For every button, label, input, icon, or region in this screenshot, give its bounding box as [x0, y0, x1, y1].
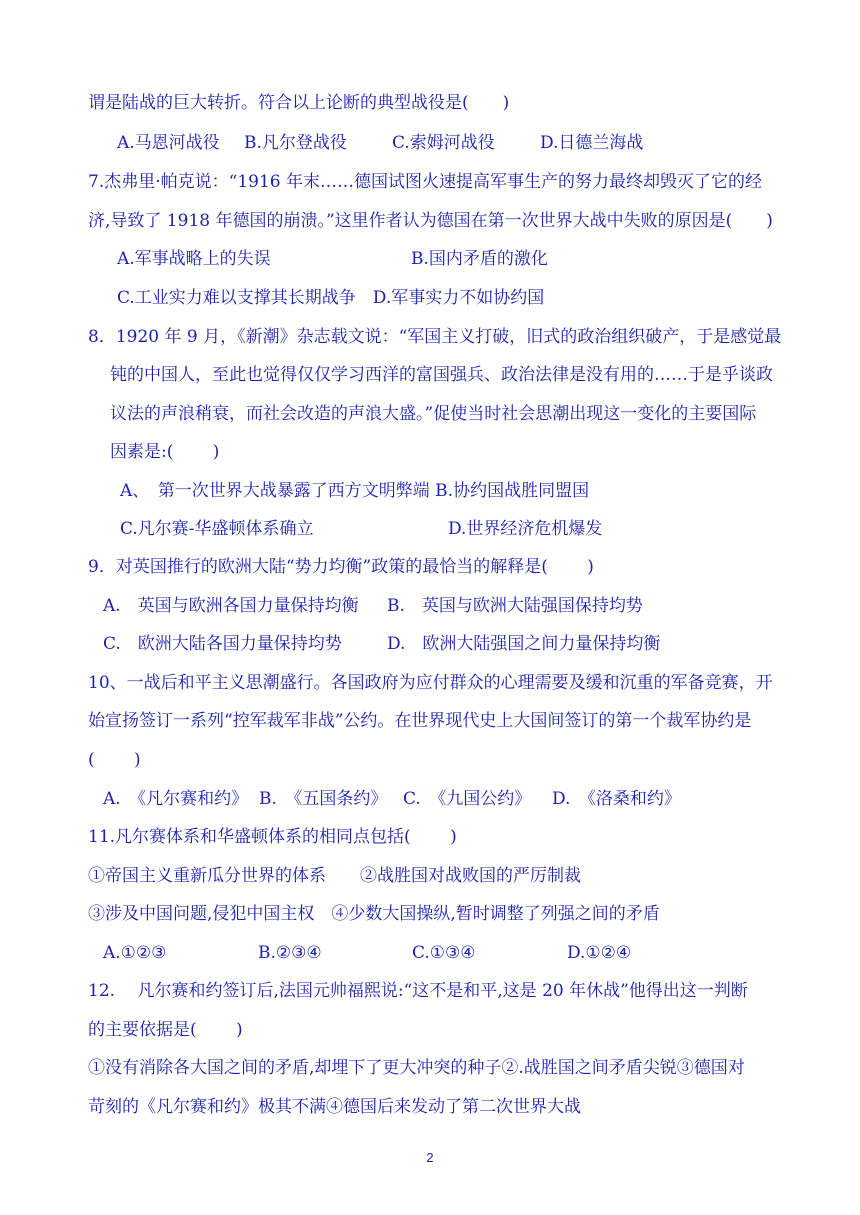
- q10-option-d: D. 《洛桑和约》: [552, 789, 681, 809]
- q10-stem-line-1: 10、一战后和平主义思潮盛行。各国政府为应付群众的心理需要及缓和沉重的军备竞赛，开: [88, 673, 773, 693]
- q9-stem: 9．对英国推行的欧洲大陆“势力均衡”政策的最恰当的解释是( ): [88, 557, 594, 577]
- q7-stem-line-1: 7.杰弗里·帕克说：“1916 年末……德国试图火速提高军事生产的努力最终却毁灭了它的经: [88, 172, 762, 192]
- q12-stem-line-1: 12. 凡尔赛和约签订后,法国元帅福熙说:“这不是和平,这是 20 年休战”他得出这一判断: [88, 981, 748, 1001]
- q10-options: [0, 788, 860, 810]
- q12-statements-line-2: 苛刻的《凡尔赛和约》极其不满④德国后来发动了第二次世界大战: [88, 1097, 581, 1117]
- page-number: 2: [426, 1150, 434, 1165]
- q6-stem-continuation: 谓是陆战的巨大转折。符合以上论断的典型战役是( ): [88, 93, 510, 113]
- q9-option-d: D. 欧洲大陆强国之间力量保持均衡: [387, 634, 661, 654]
- q7-option-b: B.国内矛盾的激化: [411, 249, 548, 269]
- q12-statements-line-1: ①没有消除各大国之间的矛盾,却埋下了更大冲突的种子②.战胜国之间矛盾尖锐③德国对: [88, 1058, 745, 1078]
- q9-option-c: C. 欧洲大陆各国力量保持均势: [103, 634, 342, 654]
- q6-option-d: D.日德兰海战: [540, 133, 644, 153]
- q11-statements-1-2: ①帝国主义重新瓜分世界的体系 ②战胜国对战败国的严厉制裁: [88, 866, 581, 886]
- q9-option-a: A. 英国与欧洲各国力量保持均衡: [103, 596, 359, 616]
- q7-stem-line-2: 济,导致了 1918 年德国的崩溃。”这里作者认为德国在第一次世界大战中失败的原因是( ): [88, 211, 773, 231]
- q6-option-a: A.马恩河战役: [117, 133, 220, 153]
- q9-options-cd: [0, 633, 860, 655]
- q10-option-b: B. 《五国条约》: [259, 789, 388, 809]
- q11-option-d: D.①②④: [567, 943, 632, 963]
- q11-stem: 11.凡尔赛体系和华盛顿体系的相同点包括( ): [88, 827, 457, 847]
- q6-option-b: B.凡尔登战役: [244, 133, 347, 153]
- q10-option-a: A. 《凡尔赛和约》: [103, 789, 249, 809]
- q11-option-b: B.②③④: [258, 943, 322, 963]
- q8-stem-line-4: 因素是:( ): [110, 442, 220, 462]
- q10-option-c: C. 《九国公约》: [403, 789, 532, 809]
- q11-options: [0, 942, 860, 964]
- q8-stem-line-1: 8．1920 年 9 月，《新潮》杂志载文说：“军国主义打破，旧式的政治组织破产，于是感觉最: [88, 327, 782, 347]
- q9-option-b: B. 英国与欧洲大陆强国保持均势: [387, 596, 643, 616]
- q10-stem-line-3: ( ): [88, 750, 141, 770]
- q7-options-ab: [0, 248, 860, 270]
- q11-statements-3-4: ③涉及中国问题,侵犯中国主权 ④少数大国操纵,暂时调整了列强之间的矛盾: [88, 904, 660, 924]
- q6-option-c: C.索姆河战役: [392, 133, 495, 153]
- q11-option-c: C.①③④: [412, 943, 476, 963]
- q8-option-d: D.世界经济危机爆发: [448, 519, 603, 539]
- q8-option-c: C.凡尔赛-华盛顿体系确立: [120, 519, 314, 539]
- q10-stem-line-2: 始宣扬签订一系列“控军裁军非战”公约。在世界现代史上大国间签订的第一个裁军协约是: [88, 711, 752, 731]
- q8-options-cd: [0, 518, 860, 540]
- q8-stem-line-2: 钝的中国人，至此也觉得仅仅学习西洋的富国强兵、政治法律是没有用的……于是乎谈政: [110, 365, 773, 385]
- q8-options-ab: A、 第一次世界大战暴露了西方文明弊端 B.协约国战胜同盟国: [120, 481, 590, 501]
- q7-options-cd: C.工业实力难以支撑其长期战争 D.军事实力不如协约国: [117, 288, 545, 308]
- q7-option-a: A.军事战略上的失误: [117, 249, 271, 269]
- q12-stem-line-2: 的主要依据是( ): [88, 1020, 243, 1040]
- q6-options: [0, 132, 860, 154]
- q9-options-ab: [0, 595, 860, 617]
- q11-option-a: A.①②③: [103, 943, 167, 963]
- q8-stem-line-3: 议法的声浪稍衰，而社会改造的声浪大盛。”促使当时社会思潮出现这一变化的主要国际: [110, 404, 757, 424]
